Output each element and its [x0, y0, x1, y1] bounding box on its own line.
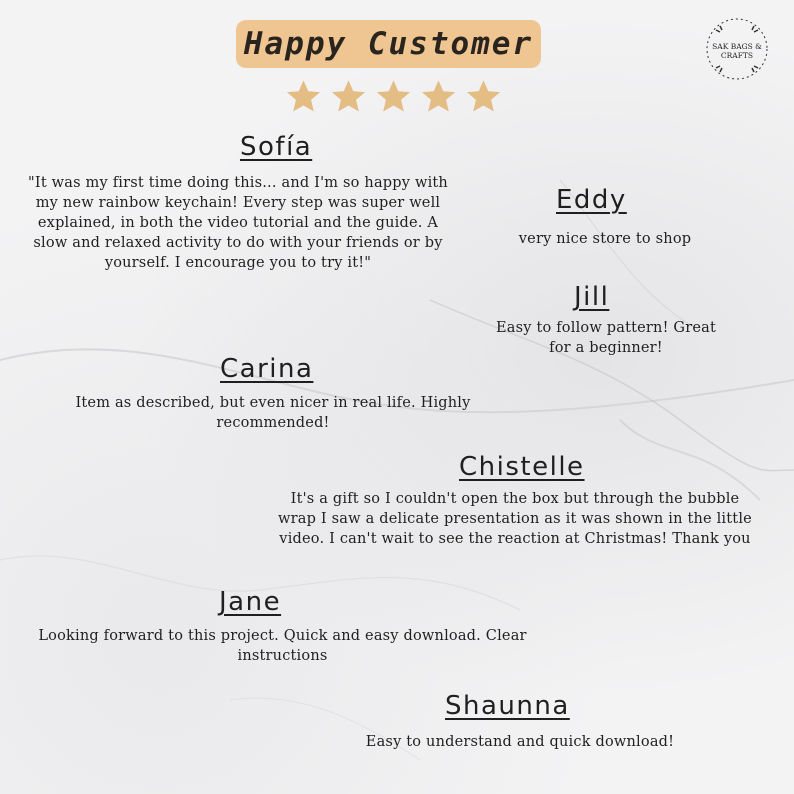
logo-text: SAK BAGS & CRAFTS [712, 42, 762, 60]
star-icon [330, 78, 367, 115]
header-banner [236, 20, 541, 68]
review-text: very nice store to shop [518, 231, 692, 247]
reviewer-name: Eddy [556, 185, 627, 215]
reviewer-name: Carina [220, 354, 314, 384]
review-text: Looking forward to this project. Quick and easy download. Clear instructions [38, 628, 527, 664]
review-text: It's a gift so I couldn't open the box but through the bubble wrap I saw a delicate presentation as it was shown in the little video. I can't wait to see the reaction at Christmas! Thank you [278, 491, 752, 547]
reviewer-name: Sofía [240, 132, 313, 162]
review-text: Easy to understand and quick download! [365, 734, 675, 750]
rating-stars [285, 78, 502, 115]
star-icon [420, 78, 457, 115]
review-text: Easy to follow pattern! Great for a beginner! [496, 320, 716, 356]
reviewer-name: Shaunna [445, 691, 570, 721]
reviewer-name: Jane [219, 587, 282, 617]
reviewer-name: Chistelle [459, 452, 585, 482]
review-text: Item as described, but even nicer in real life. Highly recommended! [75, 395, 471, 431]
reviewer-name: Jill [574, 282, 610, 312]
star-icon [285, 78, 322, 115]
brand-logo [702, 14, 772, 84]
star-icon [465, 78, 502, 115]
star-icon [375, 78, 412, 115]
page-title: Happy Customer [243, 26, 534, 62]
review-text: "It was my first time doing this... and I'm so happy with my new rainbow keychain! Every step was super well explained, in both the video tutorial and the guide. A slow and relaxed activity to do with your friends or by yourself. I encourage you to try it!" [28, 175, 448, 271]
